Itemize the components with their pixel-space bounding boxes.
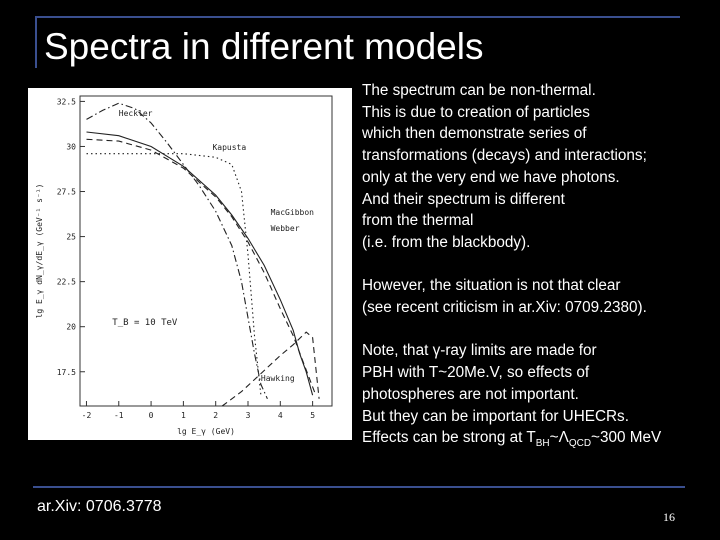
paragraph-non-thermal <box>362 80 717 254</box>
y-axis-label: lg E_γ dN_γ/dE_γ (GeV⁻¹ s⁻¹) <box>35 183 44 319</box>
spectra-chart <box>28 88 352 440</box>
series-line-kapusta <box>87 154 261 396</box>
text-line: Note, that γ-ray limits are made for <box>362 342 597 360</box>
x-axis-label: lg E_γ (GeV) <box>177 427 235 436</box>
text-line: only at the very end we have photons. <box>362 168 620 186</box>
y-tick-label: 17.5 <box>56 367 76 377</box>
x-tick-label: -2 <box>81 411 92 420</box>
series-line-unlabeled <box>87 139 316 395</box>
text-line: (i.e. from the blackbody). <box>362 233 531 251</box>
y-tick-label: 27.5 <box>56 187 76 197</box>
series-label: MacGibbon <box>270 207 314 217</box>
text-line: The spectrum can be non-thermal. <box>362 82 596 99</box>
arxiv-reference: ar.Xiv: 0706.3778 <box>37 498 162 515</box>
y-tick-label: 20 <box>66 322 76 332</box>
x-tick-label: 4 <box>277 411 283 420</box>
series-label: Kapusta <box>212 143 247 153</box>
text-line: from the thermal <box>362 212 474 230</box>
y-tick-label: 22.5 <box>56 277 76 287</box>
y-tick-label: 25 <box>66 232 76 242</box>
slide-title: Spectra in different models <box>44 26 484 67</box>
series-label: Webber <box>270 224 300 234</box>
text-line: This is due to creation of particles <box>362 103 590 121</box>
text-line: which then demonstrate series of <box>362 125 587 143</box>
text-line: photospheres are not important. <box>362 385 579 403</box>
x-tick-label: 5 <box>310 411 316 420</box>
bottom-rule <box>33 486 685 488</box>
series-line-macgibbon-webber <box>87 132 313 395</box>
x-tick-label: -1 <box>113 411 124 420</box>
text-line-effects: Effects can be strong at $T_{BH}\sim\Lambda_{QCD}\sim 300$ MeV <box>362 429 662 450</box>
text-line: PBH with T~20Me.V, so effects of <box>362 364 590 382</box>
explanation-text <box>362 80 717 455</box>
text-line: However, the situation is not that clear <box>362 277 621 295</box>
text-line: And their spectrum is different <box>362 190 565 208</box>
y-tick-label: 32.5 <box>56 97 76 107</box>
series-label: Heckler <box>118 108 153 118</box>
plot-frame <box>80 96 332 406</box>
spectra-chart-svg <box>28 88 352 440</box>
x-tick-label: 0 <box>148 411 154 420</box>
x-tick-label: 2 <box>213 411 219 420</box>
x-tick-label: 1 <box>180 411 186 420</box>
series-line-hawking <box>222 332 319 406</box>
text-line: But they can be important for UHECRs. <box>362 407 629 425</box>
page-number: 16 <box>663 510 675 524</box>
text-line: transformations (decays) and interactions; <box>362 147 647 165</box>
paragraph-criticism <box>362 275 717 318</box>
text-line: (see recent criticism in ar.Xiv: 0709.2380). <box>362 299 647 317</box>
series-label: Hawking <box>260 373 295 383</box>
paragraph-gamma-limits <box>362 340 717 427</box>
x-tick-label: 3 <box>245 411 251 420</box>
y-tick-label: 30 <box>66 142 76 152</box>
temperature-annotation: T_B = 10 TeV <box>112 317 178 328</box>
